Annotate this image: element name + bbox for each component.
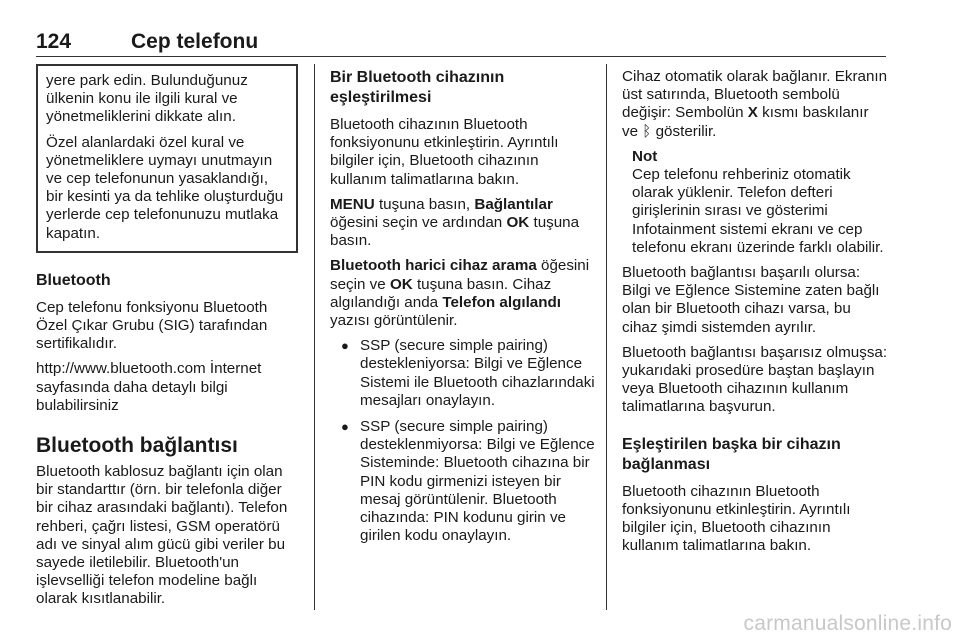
key-label: MENU bbox=[330, 195, 375, 213]
list-item: ● SSP (secure simple pairing) desteklenmiyorsa: Bilgi ve Eğlence Sisteminde: Bluetooth cihazına bir PIN kodu girmenizi isteyen bir mesaj görüntülenir. Bluetooth cihazında: PIN kodunu girin ve girilen kodu onaylayın. bbox=[341, 418, 595, 545]
column-divider bbox=[606, 64, 607, 610]
warning-box bbox=[36, 64, 298, 253]
column-divider bbox=[314, 64, 315, 610]
column-left bbox=[36, 64, 298, 616]
body-paragraph: Bluetooth cihazının Bluetooth fonksiyonunu etkinleştirin. Ayrıntılı bilgiler için, Bluetooth cihazının kullanım talimatlarına bakın. bbox=[330, 116, 559, 188]
bullet-list bbox=[330, 337, 596, 545]
header-divider bbox=[36, 56, 886, 57]
page-title: Cep telefonu bbox=[131, 30, 259, 53]
bluetooth-icon: ᛒ bbox=[642, 122, 652, 140]
warning-paragraph: yere park edin. Bulunduğunuz ülkenin konu ile ilgili kural ve yönetmeliklerini dikkate alın. bbox=[46, 72, 248, 126]
section-heading-pairing: Bir Bluetooth cihazının eşleştirilmesi bbox=[330, 69, 505, 106]
body-paragraph: Bluetooth harici cihaz arama öğesini seçin ve OK tuşuna basın. Cihaz algılandığı anda Telefon algılandı yazısı görüntülenir. bbox=[330, 257, 590, 330]
menu-label: Bağlantılar bbox=[474, 195, 553, 213]
page-number: 124 bbox=[36, 30, 72, 53]
body-paragraph: http://www.bluetooth.com İnternet sayfasında daha detaylı bilgi bulabilirsiniz bbox=[36, 360, 262, 414]
watermark: carmanualsonline.info bbox=[743, 612, 952, 635]
note-block bbox=[622, 148, 888, 257]
menu-label: Bluetooth harici cihaz arama bbox=[330, 257, 537, 275]
note-text: Cep telefonu rehberiniz otomatik olarak yüklenir. Telefon defteri girişlerinin sırası ve gösterimi Infotainment sistemi ekranı ve cep telefonu ekranı üzerinde farklı olabilir. bbox=[632, 166, 884, 256]
body-paragraph: Cihaz otomatik olarak bağlanır. Ekranın üst satırında, Bluetooth sembolü değişir: Sembolün X kısmı baskılanır ve ᛒ gösterilir. bbox=[622, 68, 888, 140]
list-item: ● SSP (secure simple pairing) destekleniyorsa: Bilgi ve Eğlence Sistemi ile Bluetooth cihazlarındaki mesajları onaylayın. bbox=[341, 337, 595, 409]
bullet-icon: ● bbox=[341, 419, 349, 435]
body-paragraph: Bluetooth bağlantısı başarısız olmuşsa: yukarıdaki prosedüre baştan başlayın veya Bluetooth cihazının kullanım talimatlarına başvurun. bbox=[622, 343, 888, 416]
warning-paragraph: Özel alanlardaki özel kural ve yönetmeliklere uymayı unutmayın ve cep telefonunun yasaklandığı, bir kesinti ya da tehlike oluşturduğu yerlerde cep telefonunuzu mutlaka kapatın. bbox=[46, 133, 284, 242]
key-label: OK bbox=[506, 214, 530, 232]
body-paragraph: Bluetooth bağlantısı başarılı olursa: Bilgi ve Eğlence Sistemine zaten bağlı olan bir Bluetooth cihazı varsa, bu cihaz şimdi sistemden ayrılır. bbox=[622, 264, 880, 336]
symbol-x-label: X bbox=[747, 104, 758, 122]
column-middle bbox=[330, 68, 596, 553]
bullet-icon: ● bbox=[341, 338, 349, 354]
section-heading-connect-paired: Eşleştirilen başka bir cihazın bağlanması bbox=[622, 435, 841, 473]
body-paragraph: Bluetooth cihazının Bluetooth fonksiyonunu etkinleştirin. Ayrıntılı bilgiler için, Bluetooth cihazının kullanım talimatlarına bakın. bbox=[622, 482, 851, 555]
chapter-heading-bluetooth-connection: Bluetooth bağlantısı bbox=[36, 434, 238, 458]
display-message: Telefon algılandı bbox=[442, 293, 562, 311]
body-paragraph: MENU tuşuna basın, Bağlantılar öğesini seçin ve ardından OK tuşuna basın. bbox=[330, 195, 580, 250]
column-right bbox=[622, 68, 888, 562]
note-title: Not bbox=[632, 147, 658, 165]
section-heading-bluetooth: Bluetooth bbox=[36, 271, 111, 289]
key-label: OK bbox=[389, 275, 413, 293]
body-paragraph: Cep telefonu fonksiyonu Bluetooth Özel Çıkar Grubu (SIG) tarafından sertifikalıdır. bbox=[36, 298, 268, 353]
body-paragraph: Bluetooth kablosuz bağlantı için olan bir standarttır (örn. bir telefonla diğer bir cihaz arasındaki bağlantı). Telefon rehberi, çağrı listesi, GSM operatörü adı ve sinyal alım gücü gibi veriler bu sayede iletilebilir. Bluetooth'un işlevselliği telefon modeline bağlı olarak kısıtlanabilir. bbox=[36, 463, 288, 608]
page-header bbox=[36, 30, 886, 54]
